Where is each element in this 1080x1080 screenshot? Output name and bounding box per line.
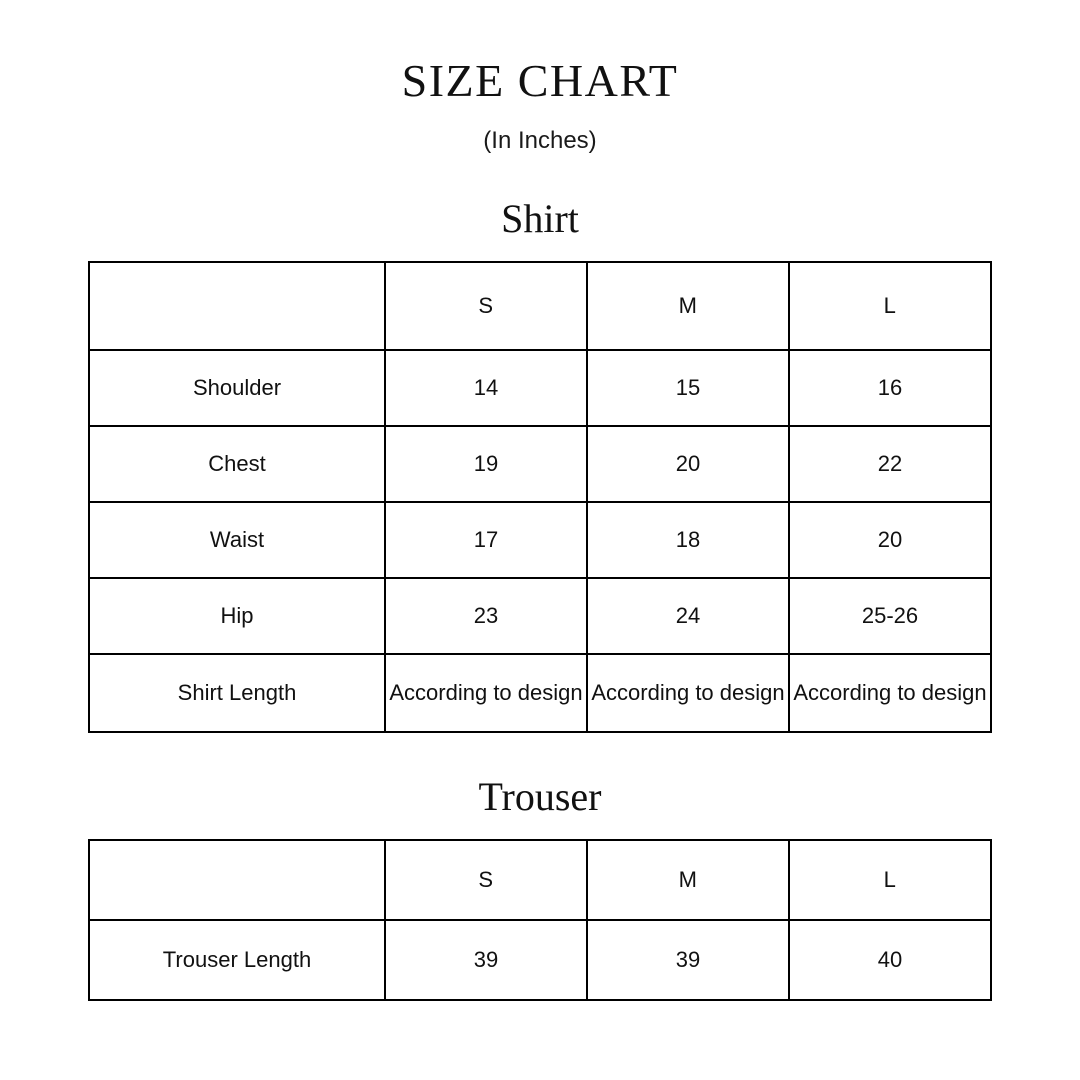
row-label-trouser-length: Trouser Length	[89, 920, 385, 1000]
table-row	[89, 350, 991, 426]
page-subtitle: (In Inches)	[483, 126, 597, 154]
section-title-shirt: Shirt	[501, 195, 579, 241]
cell-shoulder-l: 16	[789, 350, 991, 426]
cell-trouser-length-m: 39	[587, 920, 789, 1000]
trouser-size-table	[88, 839, 992, 1001]
cell-trouser-length-l: 40	[789, 920, 991, 1000]
cell-hip-l: 25-26	[789, 578, 991, 654]
header-cell-blank	[89, 840, 385, 920]
table-header-row	[89, 840, 991, 920]
header-cell-m: M	[587, 840, 789, 920]
cell-waist-l: 20	[789, 502, 991, 578]
cell-shirt-length-m: According to design	[587, 654, 789, 732]
table-row	[89, 426, 991, 502]
table-row	[89, 654, 991, 732]
cell-shirt-length-l: According to design	[789, 654, 991, 732]
cell-trouser-length-s: 39	[385, 920, 587, 1000]
header-cell-s: S	[385, 840, 587, 920]
row-label-waist: Waist	[89, 502, 385, 578]
cell-chest-l: 22	[789, 426, 991, 502]
cell-waist-m: 18	[587, 502, 789, 578]
header-cell-l: L	[789, 840, 991, 920]
header-cell-l: L	[789, 262, 991, 350]
cell-shirt-length-s: According to design	[385, 654, 587, 732]
header-cell-blank	[89, 262, 385, 350]
row-label-shirt-length: Shirt Length	[89, 654, 385, 732]
header-cell-m: M	[587, 262, 789, 350]
table-row	[89, 578, 991, 654]
cell-waist-s: 17	[385, 502, 587, 578]
cell-chest-s: 19	[385, 426, 587, 502]
row-label-chest: Chest	[89, 426, 385, 502]
row-label-hip: Hip	[89, 578, 385, 654]
row-label-shoulder: Shoulder	[89, 350, 385, 426]
table-row	[89, 502, 991, 578]
section-title-trouser: Trouser	[478, 773, 602, 819]
table-row	[89, 920, 991, 1000]
cell-chest-m: 20	[587, 426, 789, 502]
header-cell-s: S	[385, 262, 587, 350]
page-title: SIZE CHART	[401, 55, 679, 106]
cell-hip-m: 24	[587, 578, 789, 654]
cell-shoulder-m: 15	[587, 350, 789, 426]
table-header-row	[89, 262, 991, 350]
shirt-size-table	[88, 261, 992, 733]
cell-hip-s: 23	[385, 578, 587, 654]
cell-shoulder-s: 14	[385, 350, 587, 426]
